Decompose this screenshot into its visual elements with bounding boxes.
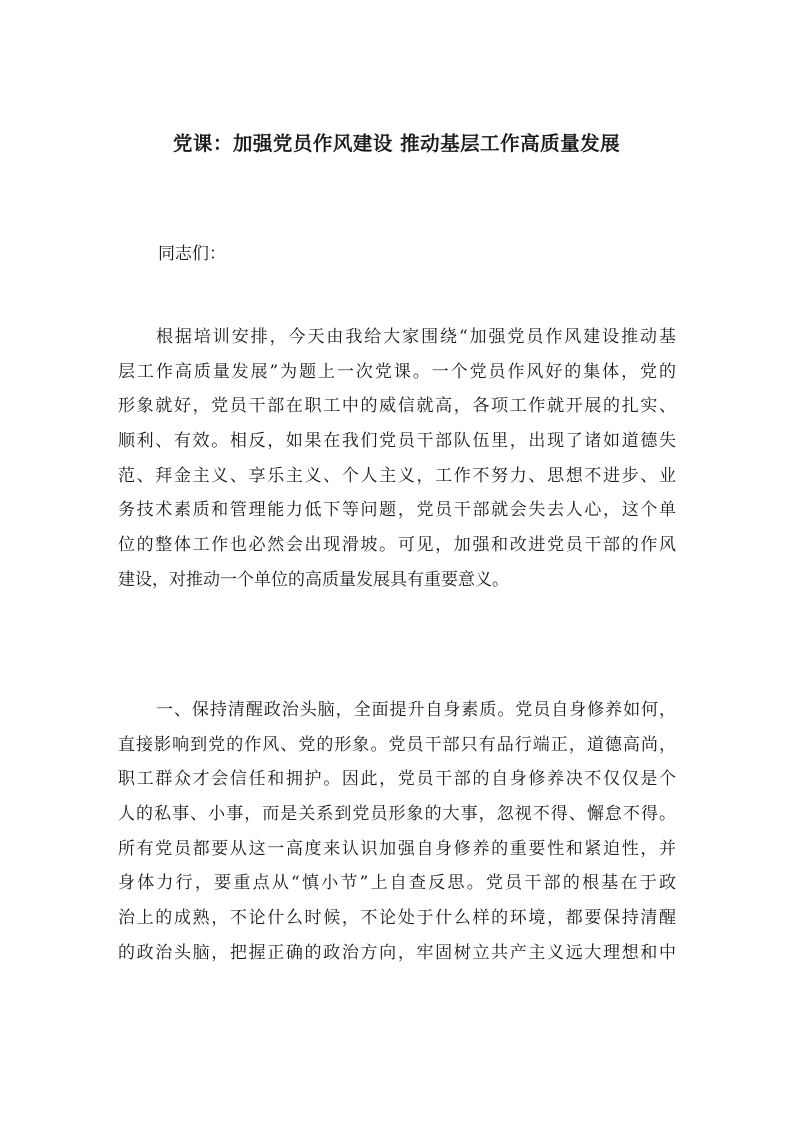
text-line: 身体力行，要重点从“慎小节”上自查反思。党员干部的根基在于政 <box>118 873 676 894</box>
paragraph-section-one <box>118 693 676 971</box>
text-line: 建设，对推动一个单位的高质量发展具有重要意义。 <box>118 569 509 590</box>
text-line: 直接影响到党的作风、党的形象。党员干部只有品行端正，道德高尚， <box>118 734 676 755</box>
text-line: 人的私事、小事，而是关系到党员形象的大事，忽视不得、懈怠不得。 <box>118 804 676 825</box>
salutation: 同志们： <box>158 244 226 264</box>
text-line: 位的整体工作也必然会出现滑坡。可见，加强和改进党员干部的作风 <box>118 535 676 556</box>
text-line: 职工群众才会信任和拥护。因此，党员干部的自身修养决不仅仅是个 <box>118 769 676 790</box>
text-line: 治上的成熟，不论什么时候，不论处于什么样的环境，都要保持清醒 <box>118 908 676 929</box>
text-line: 一、保持清醒政治头脑，全面提升自身素质。党员自身修养如何， <box>156 700 676 720</box>
text-line: 根据培训安排，今天由我给大家围绕“加强党员作风建设推动基 <box>156 327 676 347</box>
text-line: 顺利、有效。相反，如果在我们党员干部队伍里，出现了诸如道德失 <box>118 431 676 452</box>
paragraph-intro <box>118 320 676 598</box>
text-line: 的政治头脑，把握正确的政治方向，牢固树立共产主义远大理想和中 <box>118 942 676 963</box>
text-line: 范、拜金主义、享乐主义、个人主义，工作不努力、思想不进步、业 <box>118 465 676 486</box>
text-line: 所有党员都要从这一高度来认识加强自身修养的重要性和紧迫性，并 <box>118 838 676 859</box>
document-title: 党课：加强党员作风建设 推动基层工作高质量发展 <box>172 132 621 155</box>
text-line: 层工作高质量发展”为题上一次党课。一个党员作风好的集体，党的 <box>118 361 676 382</box>
text-line: 形象就好，党员干部在职工中的威信就高，各项工作就开展的扎实、 <box>118 396 676 417</box>
text-line: 务技术素质和管理能力低下等问题，党员干部就会失去人心，这个单 <box>118 500 676 521</box>
